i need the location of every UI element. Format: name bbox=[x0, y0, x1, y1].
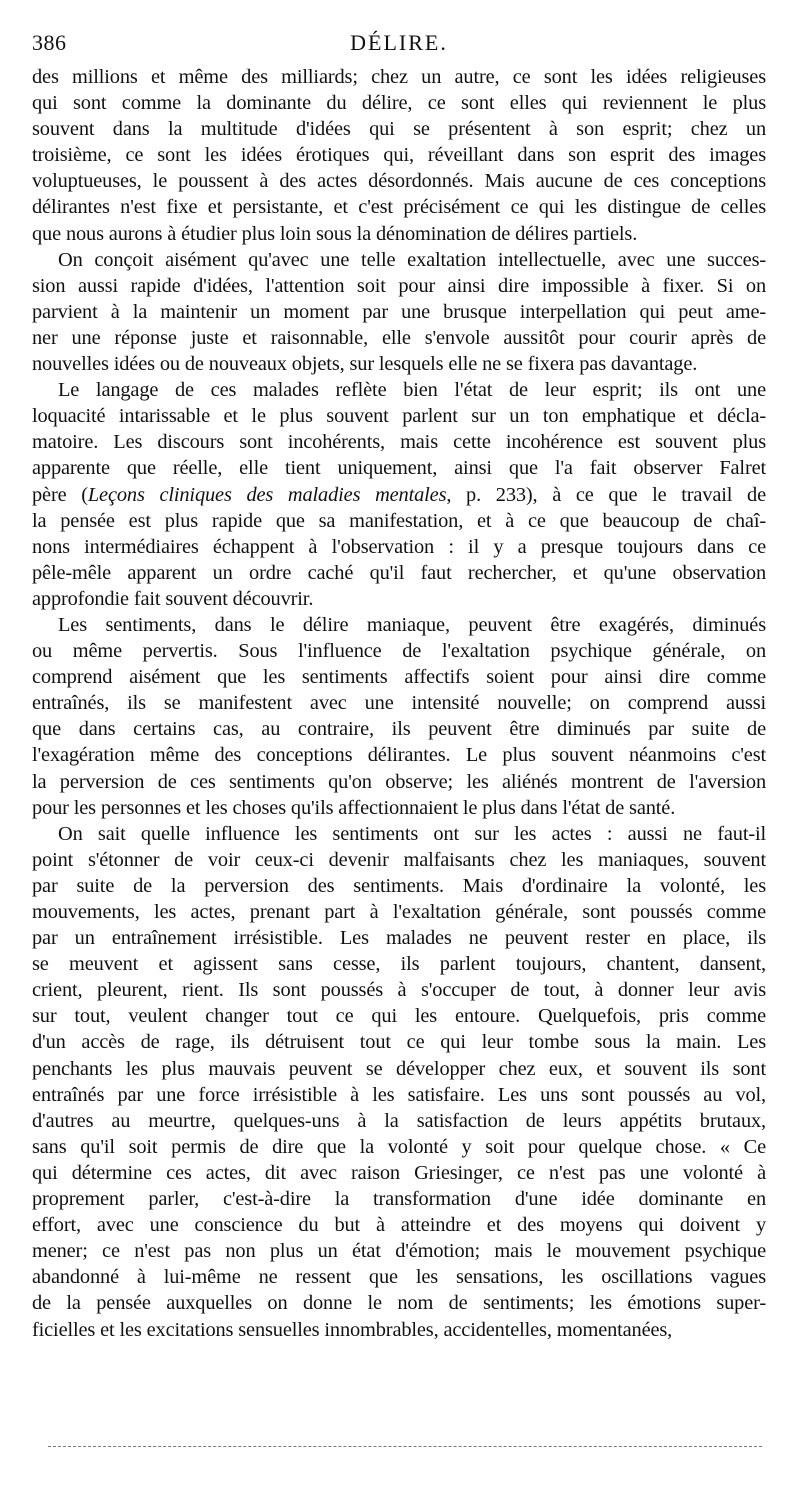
text-line: mouvements, les actes, prenant part à l'exaltation générale, sont poussés comme bbox=[32, 901, 766, 923]
paragraph bbox=[32, 64, 766, 247]
text-line: ner une réponse juste et raisonnable, elle s'envole aussitôt pour courir après de bbox=[32, 326, 766, 349]
cited-title: Leçons cliniques des maladies mentales bbox=[87, 483, 447, 506]
text-line: approfondie fait souvent découvrir. bbox=[32, 587, 314, 610]
text-line: comprend aisément que les sentiments affectifs soient pour ainsi dire comme bbox=[32, 666, 766, 689]
text-line: l'exagération même des conceptions délirantes. Le plus souvent néanmoins c'est bbox=[32, 744, 766, 767]
text-line: apparente que réelle, elle tient uniquement, ainsi que l'a fait observer Falret bbox=[32, 457, 766, 480]
text-line: nons intermédiaires échappent à l'observation : il y a presque toujours dans ce bbox=[32, 535, 766, 558]
text-line: ou même pervertis. Sous l'influence de l'exaltation psychique générale, on bbox=[32, 640, 766, 663]
page-header bbox=[32, 30, 766, 60]
body-text bbox=[32, 64, 766, 1343]
text-line: mener; ce n'est pas non plus un état d'émotion; mais le mouvement psychique bbox=[32, 1240, 766, 1263]
text-line: pêle-mêle apparent un ordre caché qu'il faut rechercher, et qu'une observation bbox=[32, 561, 766, 584]
text-line: pour les personnes et les choses qu'ils affectionnaient le plus dans l'état de santé. bbox=[32, 796, 676, 819]
text-line: On sait quelle influence les sentiments ont sur les actes : aussi ne faut-il bbox=[58, 822, 766, 845]
text-line: nouvelles idées ou de nouveaux objets, sur lesquels elle ne se fixera pas davantage. bbox=[32, 353, 698, 376]
text-line: se meuvent et agissent sans cesse, ils parlent toujours, chantent, dansent, bbox=[32, 953, 766, 976]
paragraph bbox=[32, 247, 766, 377]
text-line: sans qu'il soit permis de dire que la volonté y soit pour quelque chose. « Ce bbox=[32, 1135, 766, 1158]
text-line: souvent dans la multitude d'idées qui se présentent à son esprit; chez un bbox=[32, 118, 766, 141]
text-line: matoire. Les discours sont incohérents, mais cette incohérence est souvent plus bbox=[32, 431, 766, 454]
text-line: voluptueuses, le poussent à des actes désordonnés. Mais aucune de ces conceptions bbox=[32, 170, 766, 193]
text-line: abandonné à lui-même ne ressent que les sensations, les oscillations vagues bbox=[32, 1266, 766, 1289]
text-line: des millions et même des milliards; chez un autre, ce sont les idées religieuses bbox=[32, 66, 766, 88]
text-line: sur tout, veulent changer tout ce qui les entoure. Quelquefois, pris comme bbox=[32, 1005, 766, 1028]
text-line: que nous aurons à étudier plus loin sous la dénomination de délires partiels. bbox=[32, 222, 638, 245]
text-line: d'autres au meurtre, quelques-uns à la satisfaction de leurs appétits brutaux, bbox=[32, 1109, 766, 1132]
text-line: ficielles et les excitations sensuelles innombrables, accidentelles, momentanées, bbox=[32, 1318, 673, 1341]
text-line: que dans certains cas, au contraire, ils peuvent être diminués par suite de bbox=[32, 718, 766, 741]
text-line: d'un accès de rage, ils détruisent tout ce qui leur tombe sous la main. Les bbox=[32, 1031, 766, 1054]
paragraph bbox=[32, 377, 766, 612]
text-line: par un entraînement irrésistible. Les malades ne peuvent rester en place, ils bbox=[32, 927, 766, 950]
page-number: 386 bbox=[32, 30, 67, 55]
text-line: de la pensée auxquelles on donne le nom de sentiments; les émotions super- bbox=[32, 1292, 766, 1315]
text-line: parvient à la maintenir un moment par une brusque interpellation qui peut ame- bbox=[32, 300, 766, 323]
text-line: Les sentiments, dans le délire maniaque, peuvent être exagérés, diminués bbox=[58, 613, 766, 636]
text-line: la perversion de ces sentiments qu'on observe; les aliénés montrent de l'aversion bbox=[32, 770, 766, 793]
text-line: qui détermine ces actes, dit avec raison Griesinger, ce n'est pas une volonté à bbox=[32, 1161, 766, 1184]
text-line: penchants les plus mauvais peuvent se développer chez eux, et souvent ils sont bbox=[32, 1057, 766, 1080]
footer-rule bbox=[48, 1446, 762, 1447]
text-line: On conçoit aisément qu'avec une telle exaltation intellectuelle, avec une succes- bbox=[58, 248, 766, 271]
text-line: par suite de la perversion des sentiments. Mais d'ordinaire la volonté, les bbox=[32, 874, 766, 897]
text-line: crient, pleurent, rient. Ils sont poussés à s'occuper de tout, à donner leur avis bbox=[32, 979, 766, 1002]
text-line: Le langage de ces malades reflète bien l'état de leur esprit; ils ont une bbox=[58, 379, 766, 402]
text-line: qui sont comme la dominante du délire, ce sont elles qui reviennent le plus bbox=[32, 92, 766, 115]
text-line: délirantes n'est fixe et persistante, et c'est précisément ce qui les distingue de celles bbox=[32, 196, 766, 219]
running-title: DÉLIRE. bbox=[350, 30, 448, 55]
paragraph bbox=[32, 821, 766, 1343]
text-line: père (Leçons cliniques des maladies mentales, p. 233), à ce que le travail de bbox=[32, 483, 766, 506]
text-line: loquacité intarissable et le plus souvent parlent sur un ton emphatique et décla- bbox=[32, 405, 766, 428]
text-line: la pensée est plus rapide que sa manifestation, et à ce que beaucoup de chaî- bbox=[32, 509, 766, 532]
text-line: point s'étonner de voir ceux-ci devenir malfaisants chez les maniaques, souvent bbox=[32, 848, 766, 871]
text-line: effort, avec une conscience du but à atteindre et des moyens qui doivent y bbox=[32, 1214, 766, 1237]
text-line: entraînés, ils se manifestent avec une intensité nouvelle; on comprend aussi bbox=[32, 692, 766, 715]
paragraph bbox=[32, 612, 766, 821]
text-line: sion aussi rapide d'idées, l'attention soit pour ainsi dire impossible à fixer. Si on bbox=[32, 274, 766, 297]
text-line: proprement parler, c'est-à-dire la transformation d'une idée dominante en bbox=[32, 1188, 766, 1211]
text-line: troisième, ce sont les idées érotiques qui, réveillant dans son esprit des images bbox=[32, 144, 766, 167]
text-line: entraînés par une force irrésistible à les satisfaire. Les uns sont poussés au vol, bbox=[32, 1083, 766, 1106]
